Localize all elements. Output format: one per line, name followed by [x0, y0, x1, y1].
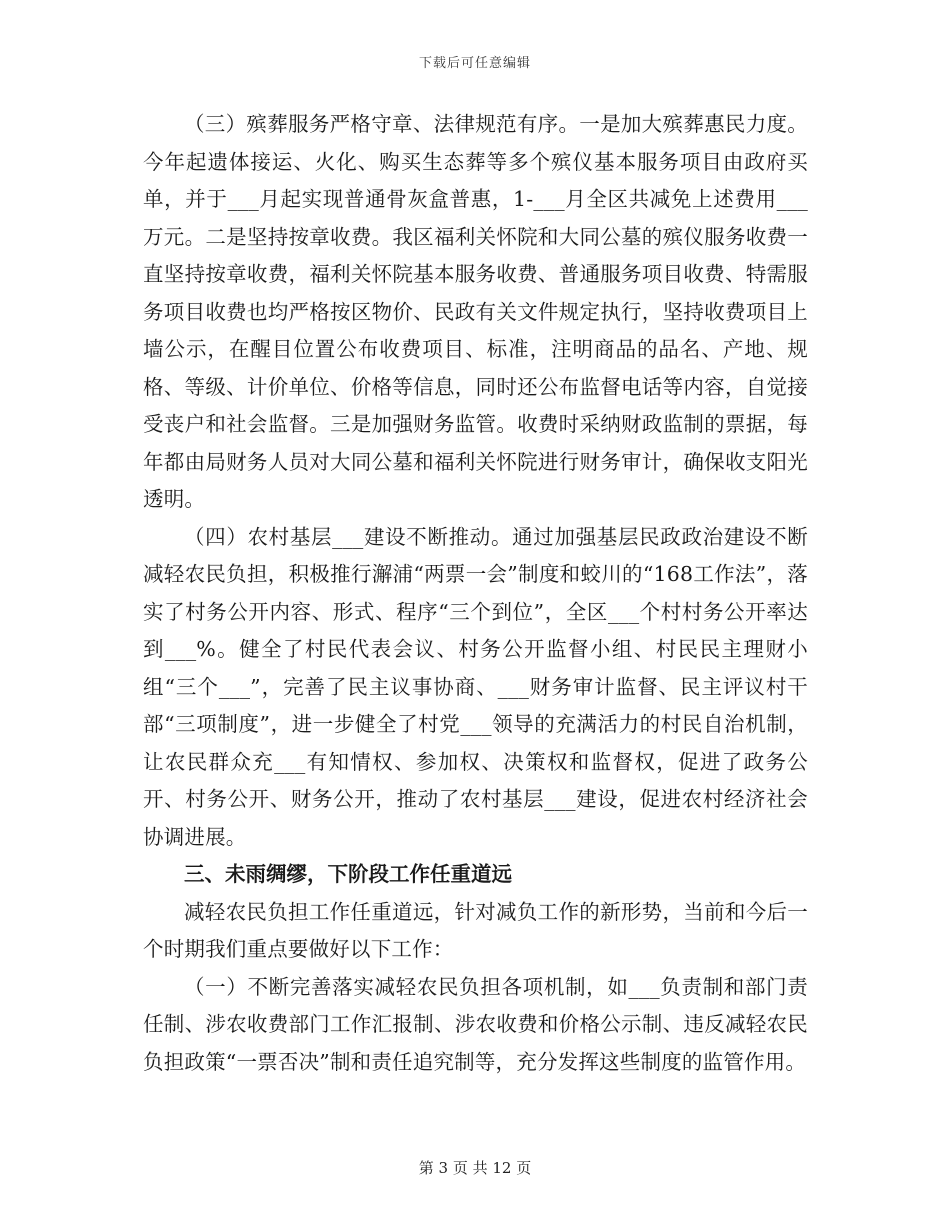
- paragraph-mechanisms: （一）不断完善落实减轻农民负担各项机制，如___负责制和部门责任制、涉农收费部门工作汇报制、涉农收费和价格公示制、违反减轻农民负担政策“一票否决”制和责任追究制等，充分发挥这些制度的监管作用。: [143, 974, 808, 1074]
- page-number: 第 3 页 共 12 页: [418, 1159, 532, 1177]
- paragraph-rural-grassroots: （四）农村基层___建设不断推动。通过加强基层民政政治建设不断减轻农民负担，积极推行澥浦“两票一会”制度和蛟川的“168工作法”，落实了村务公开内容、形式、程序“三个到位”，全区___个村村务公开率达到___%。健全了村民代表会议、村务公开监督小组、村民民主理财小组“三个___”，完善了民主议事协商、___财务审计监督、民主评议村干部“三项制度”，进一步健全了村党___领导的充满活力的村民自治机制，让农民群众充___有知情权、参加权、决策权和监督权，促进了政务公开、村务公开、财务公开，推动了农村基层___建设，促进农村经济社会协调进展。: [143, 524, 808, 849]
- paragraph-funeral-services: （三）殡葬服务严格守章、法律规范有序。一是加大殡葬惠民力度。今年起遗体接运、火化、购买生态葬等多个殡仪基本服务项目由政府买单，并于___月起实现普通骨灰盒普惠，1-___月全区共减免上述费用___万元。二是坚持按章收费。我区福利关怀院和大同公墓的殡仪服务收费一直坚持按章收费，福利关怀院基本服务收费、普通服务项目收费、特需服务项目收费也均严格按区物价、民政有关文件规定执行，坚持收费项目上墙公示，在醒目位置公布收费项目、标准，注明商品的品名、产地、规格、等级、计价单位、价格等信息，同时还公布监督电话等内容，自觉接受丧户和社会监督。三是加强财务监管。收费时采纳财政监制的票据，每年都由局财务人员对大同公墓和福利关怀院进行财务审计，确保收支阳光透明。: [143, 112, 808, 511]
- section-heading-3: 三、未雨绸缪，下阶段工作任重道远: [184, 862, 512, 886]
- document-body: [143, 106, 808, 1081]
- paragraph-future-work-intro: 减轻农民负担工作任重道远，针对减负工作的新形势，当前和今后一个时期我们重点要做好以下工作：: [143, 899, 808, 961]
- page-header: 下载后可任意编辑: [418, 56, 531, 71]
